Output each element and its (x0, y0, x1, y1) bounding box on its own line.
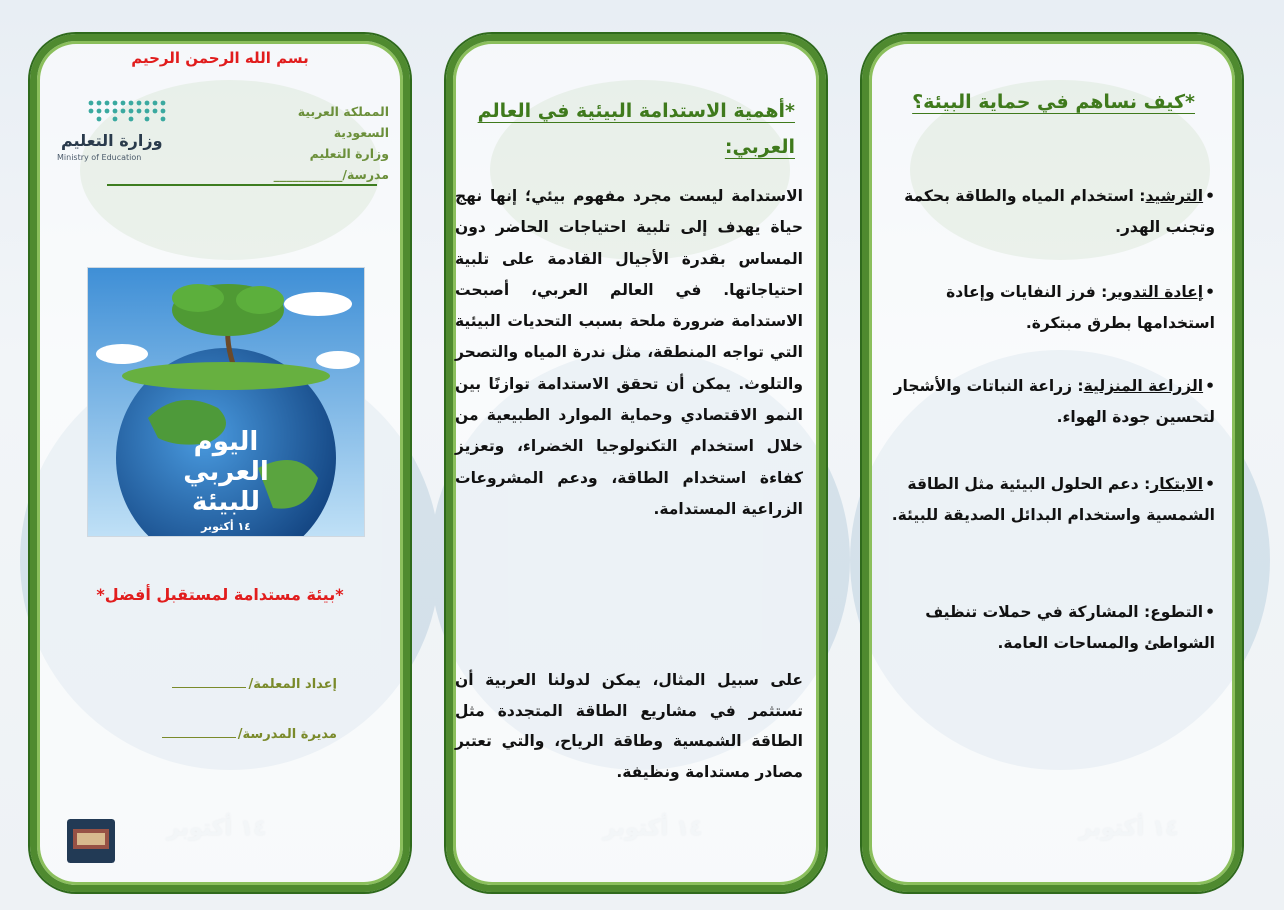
ministry-logo-icon (85, 97, 175, 129)
watermark-date-left: ١٤ أكتوبر (167, 816, 267, 841)
poster-illustration (88, 268, 364, 536)
bullet-dot: • (1205, 603, 1215, 621)
basmala: بسم الله الرحمن الرحيم (131, 49, 309, 67)
poster-title-line2: العربي (183, 457, 269, 487)
middle-panel (446, 34, 826, 892)
example-paragraph: على سبيل المثال، يمكن لدولنا العربية أن تستثمر في مشاريع الطاقة المتجددة مثل الطاقة الشمسية وطاقة الرياح، والتي تعتبر مصادر مستدامة ونظيفة. (455, 671, 803, 781)
right-panel (862, 34, 1242, 892)
bullet-text: : دعم الحلول البيئية مثل الطاقة الشمسية واستخدام البدائل الصديقة للبيئة. (891, 475, 1215, 524)
bullet-term: الترشيد (1145, 187, 1204, 205)
middle-heading: *أهمية الاستدامة البيئية في العالم العربي: (477, 100, 795, 158)
bullet-term: الابتكار (1150, 475, 1204, 493)
poster-title-line3: للبيئة (192, 487, 260, 517)
poster-date: ١٤ أكتوبر (201, 520, 251, 533)
bullet-item (875, 371, 1215, 433)
country-name: المملكة العربية السعودية (297, 104, 389, 140)
environment-day-poster (87, 267, 365, 537)
brochure-thumbnail (67, 819, 115, 863)
bullet-text: : استخدام المياه والطاقة بحكمة وتجنب الهدر. (904, 187, 1215, 236)
ministry-name: وزارة التعليم (309, 146, 389, 161)
bullet-dot: • (1205, 187, 1215, 205)
slogan: *بيئة مستدامة لمستقبل أفضل* (96, 585, 344, 604)
school-field: مدرسة/___________ (273, 167, 389, 182)
bullet-term: إعادة التدوير (1107, 283, 1204, 301)
watermark-date-middle: ١٤ أكتوبر (603, 816, 703, 841)
principal-label: مديرة المدرسة/ (237, 727, 337, 742)
ministry-logo (49, 97, 179, 162)
bullet-item (875, 181, 1215, 243)
logo-english-text: Ministry of Education (57, 153, 142, 162)
ministry-header (239, 101, 389, 185)
bullet-term: الزراعة المنزلية (1083, 377, 1204, 395)
bullet-text: التطوع: المشاركة في حملات تنظيف الشواطئ والمساحات العامة. (925, 603, 1215, 652)
bullet-text: : فرز النفايات وإعادة استخدامها بطرق مبتكرة. (946, 283, 1215, 332)
bullet-item (875, 277, 1215, 339)
logo-arabic-text: وزارة التعليم (61, 131, 163, 150)
poster-title-line1: اليوم (193, 427, 259, 457)
bullet-dot: • (1205, 475, 1215, 493)
bullet-text: : زراعة النباتات والأشجار لتحسين جودة الهواء. (893, 377, 1215, 426)
bullet-item (875, 597, 1215, 659)
bullet-dot: • (1205, 377, 1215, 395)
teacher-field (117, 677, 337, 692)
teacher-label: إعداد المعلمة/ (248, 677, 337, 692)
teacher-blank-line (172, 687, 246, 688)
header-divider (107, 184, 377, 186)
principal-blank-line (162, 737, 236, 738)
principal-field (117, 727, 337, 742)
bullet-dot: • (1205, 283, 1215, 301)
left-panel (30, 34, 410, 892)
watermark-date-right: ١٤ أكتوبر (1079, 816, 1179, 841)
right-heading: *كيف نساهم في حماية البيئة؟ (912, 91, 1195, 113)
bullet-item (875, 469, 1215, 531)
sustainability-paragraph: الاستدامة ليست مجرد مفهوم بيئي؛ إنها نهج حياة يهدف إلى تلبية احتياجات الحاضر دون المساس بقدرة الأجيال القادمة على تلبية احتياجاتها. في العالم العربي، أصبحت الاستدامة ضرورة ملحة بسبب التحديات البيئية التي تواجه المنطقة، مثل ندرة المياه والتصحر والتلوث. يمكن أن تحقق الاستدامة توازنًا بين النمو الاقتصادي وحماية الموارد الطبيعية من خلال استخدام التكنولوجيا الخضراء، وتعزيز كفاءة استخدام الطاقة، ودعم المشروعات الزراعية المستدامة. (455, 187, 803, 518)
